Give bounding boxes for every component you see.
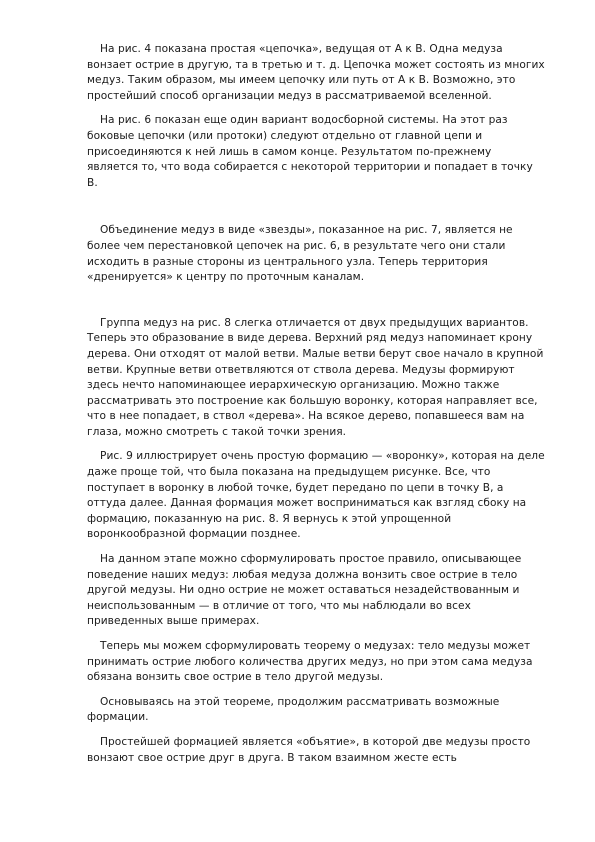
paragraph-funnel: Рис. 9 иллюстрирует очень простую формацию — «воронку», которая на деле даже проще той, что была показана на предыдущем рисунке. Все, что поступает в воронку в любой точке, будет передано по цепи в точку В, а оттуда далее. Данная формация может восприниматься как взгляд сбоку на формацию, показанную на рис. 8. Я вернусь к этой упрощенной воронкообразной формации позднее. (87, 450, 545, 541)
paragraph-tree: Группа медуз на рис. 8 слегка отличается от двух предыдущих вариантов. Теперь это образование в виде дерева. Верхний ряд медуз напоминает крону дерева. Они отходят от малой ветви. Малые ветви берут свое начало в крупной ветви. Крупные ветви ответвляются от ствола дерева. Медузы формируют здесь нечто напоминающее иерархическую организацию. Можно также рассматривать это построение как большую воронку, которая направляет все, что в нее попадает, в ствол «дерева». На всякое дерево, попавшееся вам на глаза, можно смотреть с такой точки зрения. (87, 316, 544, 438)
paragraph-formations: Основываясь на этой теореме, продолжим рассматривать возможные формации. (87, 695, 500, 724)
paragraph-star: Объединение медуз в виде «звезды», показанное на рис. 7, является не более чем перестановкой цепочек на рис. 6, в результате чего они стали исходить в разные стороны из центрального узла. Теперь территория «дренируется» к центру по проточным каналам. (87, 224, 513, 284)
paragraph-embrace: Простейшей формацией является «объятие», в которой две медузы просто вонзают свое острие друг в друга. В таком взаимном жесте есть (87, 735, 531, 764)
document-page (87, 42, 545, 766)
paragraph-chain: На рис. 4 показана простая «цепочка», ведущая от А к В. Одна медуза вонзает острие в другую, та в третью и т. д. Цепочка может состоять из многих медуз. Таким образом, мы имеем цепочку или путь от А к В. Возможно, это простейший способ организации медуз в рассматриваемой вселенной. (87, 43, 545, 102)
paragraph-rule: На данном этапе можно сформулировать простое правило, описывающее поведение наших медуз: любая медуза должна вонзить свое острие в тело другой медузы. Ни одно острие не может оставаться незадействованным и неиспользованным — в отличие от того, что мы наблюдали во всех приведенных выше примерах. (87, 553, 522, 628)
paragraph-theorem: Теперь мы можем сформулировать теорему о медузах: тело медузы может принимать острие любого количества других медуз, но при этом сама медуза обязана вонзить свое острие в тело другой медузы. (87, 640, 533, 684)
paragraph-drainage-system: На рис. 6 показан еще один вариант водосборной системы. На этот раз боковые цепочки (или протоки) следуют отдельно от главной цепи и присоединяются к ней лишь в самом конце. Результатом по-прежнему является то, что вода собирается с некоторой территории и попадает в точку В. (87, 114, 533, 189)
